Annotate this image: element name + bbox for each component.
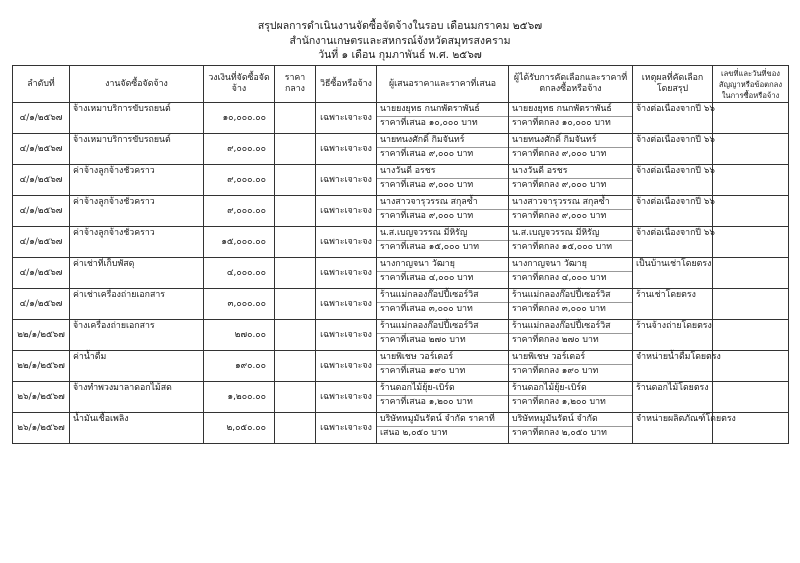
row-contract [713, 258, 789, 289]
table-row [13, 382, 789, 413]
row-reason: จ้างต่อเนื่องจากปี ๖๖ [633, 227, 713, 258]
row-bidder: นายทนงศักดิ์ กิมจันทร์ [380, 135, 465, 145]
row-median-price [275, 382, 316, 413]
row-winner: นางกาญจนา วัฒายุ [512, 259, 587, 269]
row-median-price [275, 413, 316, 444]
row-budget: ๔,๐๐๐.๐๐ [204, 258, 275, 289]
row-winner: นางวันดี อรชร [512, 166, 568, 176]
row-budget: ๙,๐๐๐.๐๐ [204, 196, 275, 227]
row-bidder-cell [377, 196, 509, 227]
row-median-price [275, 103, 316, 134]
row-method: เฉพาะเจาะจง [316, 227, 377, 258]
row-contract [713, 382, 789, 413]
row-reason: ร้านเช่าโดยตรง [633, 289, 713, 320]
row-item: ค่าเช่าที่เก็บพัสดุ [70, 258, 204, 289]
row-bidder-cell [377, 134, 509, 165]
row-contract [713, 351, 789, 382]
row-item: จ้างทำพวงมาลาดอกไม้สด [70, 382, 204, 413]
table-row [13, 103, 789, 134]
row-bid-price: ราคาที่เสนอ ๑,๒๐๐ บาท [380, 397, 473, 407]
row-contract [713, 134, 789, 165]
row-bid-price: ราคาที่เสนอ ๑๙๐ บาท [380, 366, 466, 376]
row-bidder: นางวันดี อรชร [380, 166, 436, 176]
row-bidder: บริษัทหมูมันรัตน์ จำกัด ราคาที่ [380, 414, 495, 424]
row-bid-price: ราคาที่เสนอ ๑๐,๐๐๐ บาท [380, 118, 478, 128]
row-winner-cell [509, 134, 633, 165]
row-bidder-cell [377, 103, 509, 134]
row-bidder: นางกาญจนา วัฒายุ [380, 259, 455, 269]
row-winner: นายยงยุทธ กนกพัตราพันธ์ [512, 104, 612, 114]
row-budget: ๑๕,๐๐๐.๐๐ [204, 227, 275, 258]
table-header-row [13, 66, 789, 103]
row-winner-cell [509, 351, 633, 382]
table-row [13, 196, 789, 227]
row-budget: ๑๐,๐๐๐.๐๐ [204, 103, 275, 134]
row-agreed-price: ราคาที่ตกลง ๓,๐๐๐ บาท [512, 304, 606, 314]
col-header-item: งานจัดซื้อจัดจ้าง [70, 66, 204, 103]
row-winner: นายพิเชษ วอร์เตอร์ [512, 352, 586, 362]
row-date: ๔/๑/๒๕๖๗ [13, 196, 70, 227]
table-row [13, 134, 789, 165]
row-winner-cell [509, 103, 633, 134]
row-date: ๒๒/๑/๒๕๖๗ [13, 351, 70, 382]
row-agreed-price: ราคาที่ตกลง ๔,๐๐๐ บาท [512, 273, 607, 283]
row-bidder: นายพิเชษ วอร์เตอร์ [380, 352, 454, 362]
row-method: เฉพาะเจาะจง [316, 165, 377, 196]
row-bidder-cell [377, 320, 509, 351]
row-agreed-price: ราคาที่ตกลง ๒๗๐ บาท [512, 335, 599, 345]
row-winner-cell [509, 320, 633, 351]
row-method: เฉพาะเจาะจง [316, 258, 377, 289]
row-date: ๔/๑/๒๕๖๗ [13, 258, 70, 289]
col-header-bidder: ผู้เสนอราคาและราคาที่เสนอ [377, 66, 509, 103]
row-bidder-cell [377, 227, 509, 258]
row-contract [713, 103, 789, 134]
row-winner-cell [509, 289, 633, 320]
row-median-price [275, 134, 316, 165]
row-item: จ้างเหมาบริการขับรถยนต์ [70, 134, 204, 165]
row-reason: ร้านจ้างถ่ายโดยตรง [633, 320, 713, 351]
row-winner-cell [509, 413, 633, 444]
col-header-budget: วงเงินที่จัดซื้อจัดจ้าง [204, 66, 275, 103]
row-contract [713, 289, 789, 320]
row-agreed-price: ราคาที่ตกลง ๑๕,๐๐๐ บาท [512, 242, 613, 252]
row-median-price [275, 227, 316, 258]
row-agreed-price: ราคาที่ตกลง ๑,๒๐๐ บาท [512, 397, 606, 407]
row-bidder-cell [377, 413, 509, 444]
row-method: เฉพาะเจาะจง [316, 320, 377, 351]
row-median-price [275, 351, 316, 382]
row-contract [713, 165, 789, 196]
row-median-price [275, 165, 316, 196]
row-median-price [275, 289, 316, 320]
row-bidder: นายยงยุทธ กนกพัตราพันธ์ [380, 104, 480, 114]
row-bid-price: ราคาที่เสนอ ๒๗๐ บาท [380, 335, 466, 345]
table-row [13, 165, 789, 196]
table-row [13, 289, 789, 320]
row-bid-price: ราคาที่เสนอ ๙,๐๐๐ บาท [380, 180, 474, 190]
row-winner: ร้านดอกไม้ยุ้ย-เบิร์ด [512, 383, 587, 393]
row-agreed-price: ราคาที่ตกลง ๑๙๐ บาท [512, 366, 599, 376]
row-reason: จ้างต่อเนื่องจากปี ๖๖ [633, 103, 713, 134]
row-agreed-price: ราคาที่ตกลง ๙,๐๐๐ บาท [512, 180, 607, 190]
row-agreed-price: ราคาที่ตกลง ๙,๐๐๐ บาท [512, 149, 607, 159]
row-item: ค่าจ้างลูกจ้างชั่วคราว [70, 227, 204, 258]
row-bidder: ร้านแม่กลองก๊อปปี้เซอร์วิส [380, 290, 479, 300]
row-contract [713, 227, 789, 258]
row-reason: จ้างต่อเนื่องจากปี ๖๖ [633, 196, 713, 227]
procurement-table [12, 65, 789, 444]
row-bid-price: ราคาที่เสนอ ๙,๐๐๐ บาท [380, 149, 474, 159]
col-header-method: วิธีซื้อหรือจ้าง [316, 66, 377, 103]
row-winner: ร้านแม่กลองก๊อปปี้เซอร์วิส [512, 321, 611, 331]
table-row [13, 227, 789, 258]
row-bid-price: ราคาที่เสนอ ๑๕,๐๐๐ บาท [380, 242, 480, 252]
row-contract [713, 196, 789, 227]
row-budget: ๙,๐๐๐.๐๐ [204, 134, 275, 165]
row-budget: ๑,๒๐๐.๐๐ [204, 382, 275, 413]
row-agreed-price: ราคาที่ตกลง ๙,๐๐๐ บาท [512, 211, 607, 221]
row-date: ๒๒/๑/๒๕๖๗ [13, 320, 70, 351]
row-date: ๔/๑/๒๕๖๗ [13, 227, 70, 258]
row-winner-cell [509, 258, 633, 289]
row-bid-price: ราคาที่เสนอ ๓,๐๐๐ บาท [380, 304, 473, 314]
row-reason: จ้างต่อเนื่องจากปี ๖๖ [633, 165, 713, 196]
row-item: ค่าจ้างลูกจ้างชั่วคราว [70, 165, 204, 196]
row-date: ๔/๑/๒๕๖๗ [13, 165, 70, 196]
report-date: วันที่ ๑ เดือน กุมภาพันธ์ พ.ศ. ๒๕๖๗ [318, 49, 482, 61]
row-budget: ๓,๐๐๐.๐๐ [204, 289, 275, 320]
row-item: ค่าเช่าเครื่องถ่ายเอกสาร [70, 289, 204, 320]
row-reason: เป็นบ้านเช่าโดยตรง [633, 258, 713, 289]
row-winner: นายทนงศักดิ์ กิมจันทร์ [512, 135, 597, 145]
row-bidder: ร้านดอกไม้ยุ้ย-เบิร์ด [380, 383, 455, 393]
row-date: ๒๖/๑/๒๕๖๗ [13, 413, 70, 444]
row-date: ๔/๑/๒๕๖๗ [13, 103, 70, 134]
row-method: เฉพาะเจาะจง [316, 103, 377, 134]
row-reason: จำหน่ายน้ำดื่มโดยตรง [633, 351, 713, 382]
row-method: เฉพาะเจาะจง [316, 196, 377, 227]
row-agreed-price: ราคาที่ตกลง ๑๐,๐๐๐ บาท [512, 118, 611, 128]
row-method: เฉพาะเจาะจง [316, 351, 377, 382]
row-bidder: น.ส.เบญจวรรณ มีหิรัญ [380, 228, 468, 238]
row-bidder: นางสาวจารุวรรณ สกุลซ้ำ [380, 197, 478, 207]
table-row [13, 413, 789, 444]
report-title: สรุปผลการดำเนินงานจัดซื้อจัดจ้างในรอบ เดือนมกราคม ๒๕๖๗ [257, 20, 543, 32]
row-method: เฉพาะเจาะจง [316, 413, 377, 444]
row-date: ๔/๑/๒๕๖๗ [13, 134, 70, 165]
col-header-reason: เหตุผลที่คัดเลือกโดยสรุป [633, 66, 713, 103]
row-bid-price: ราคาที่เสนอ ๙,๐๐๐ บาท [380, 211, 474, 221]
row-winner: น.ส.เบญจวรรณ มีหิรัญ [512, 228, 600, 238]
row-winner-cell [509, 227, 633, 258]
row-reason: จำหน่ายผลิตภัณฑ์โดยตรง [633, 413, 713, 444]
row-budget: ๙,๐๐๐.๐๐ [204, 165, 275, 196]
row-median-price [275, 258, 316, 289]
table-row [13, 258, 789, 289]
col-header-winner: ผู้ได้รับการคัดเลือกและราคาที่ตกลงซื้อหรือจ้าง [509, 66, 633, 103]
row-agreed-price: ราคาที่ตกลง ๒,๐๕๐ บาท [512, 428, 607, 438]
col-header-contract: เลขที่และวันที่ของสัญญาหรือข้อตกลงในการซื้อหรือจ้าง [713, 66, 789, 103]
row-budget: ๑๙๐.๐๐ [204, 351, 275, 382]
row-contract [713, 320, 789, 351]
row-item: จ้างเครื่องถ่ายเอกสาร [70, 320, 204, 351]
row-winner-cell [509, 165, 633, 196]
row-winner: นางสาวจารุวรรณ สกุลซ้ำ [512, 197, 610, 207]
row-winner-cell [509, 382, 633, 413]
table-body [13, 103, 789, 444]
row-method: เฉพาะเจาะจง [316, 382, 377, 413]
row-item: น้ำมันเชื้อเพลิง [70, 413, 204, 444]
row-winner: ร้านแม่กลองก๊อปปี้เซอร์วิส [512, 290, 611, 300]
row-item: ค่าน้ำดื่ม [70, 351, 204, 382]
row-bidder: ร้านแม่กลองก๊อปปี้เซอร์วิส [380, 321, 479, 331]
row-winner: บริษัทหมูมันรัตน์ จำกัด [512, 414, 598, 424]
office-name: สำนักงานเกษตรและสหกรณ์จังหวัดสมุทรสงคราม [289, 35, 511, 47]
row-bid-price: เสนอ ๒,๐๕๐ บาท [380, 428, 448, 438]
row-bidder-cell [377, 165, 509, 196]
row-budget: ๒,๐๕๐.๐๐ [204, 413, 275, 444]
row-reason: ร้านดอกไม้โดยตรง [633, 382, 713, 413]
row-date: ๒๖/๑/๒๕๖๗ [13, 382, 70, 413]
row-winner-cell [509, 196, 633, 227]
row-item: ค่าจ้างลูกจ้างชั่วคราว [70, 196, 204, 227]
col-header-median-price: ราคากลาง [275, 66, 316, 103]
row-median-price [275, 196, 316, 227]
col-header-no: ลำดับที่ [13, 66, 70, 103]
row-bidder-cell [377, 382, 509, 413]
row-item: จ้างเหมาบริการขับรถยนต์ [70, 103, 204, 134]
row-reason: จ้างต่อเนื่องจากปี ๖๖ [633, 134, 713, 165]
row-bid-price: ราคาที่เสนอ ๔,๐๐๐ บาท [380, 273, 474, 283]
table-row [13, 351, 789, 382]
row-date: ๔/๑/๒๕๖๗ [13, 289, 70, 320]
row-bidder-cell [377, 289, 509, 320]
row-bidder-cell [377, 351, 509, 382]
row-median-price [275, 320, 316, 351]
table-row [13, 320, 789, 351]
row-budget: ๒๗๐.๐๐ [204, 320, 275, 351]
row-method: เฉพาะเจาะจง [316, 289, 377, 320]
row-bidder-cell [377, 258, 509, 289]
row-method: เฉพาะเจาะจง [316, 134, 377, 165]
